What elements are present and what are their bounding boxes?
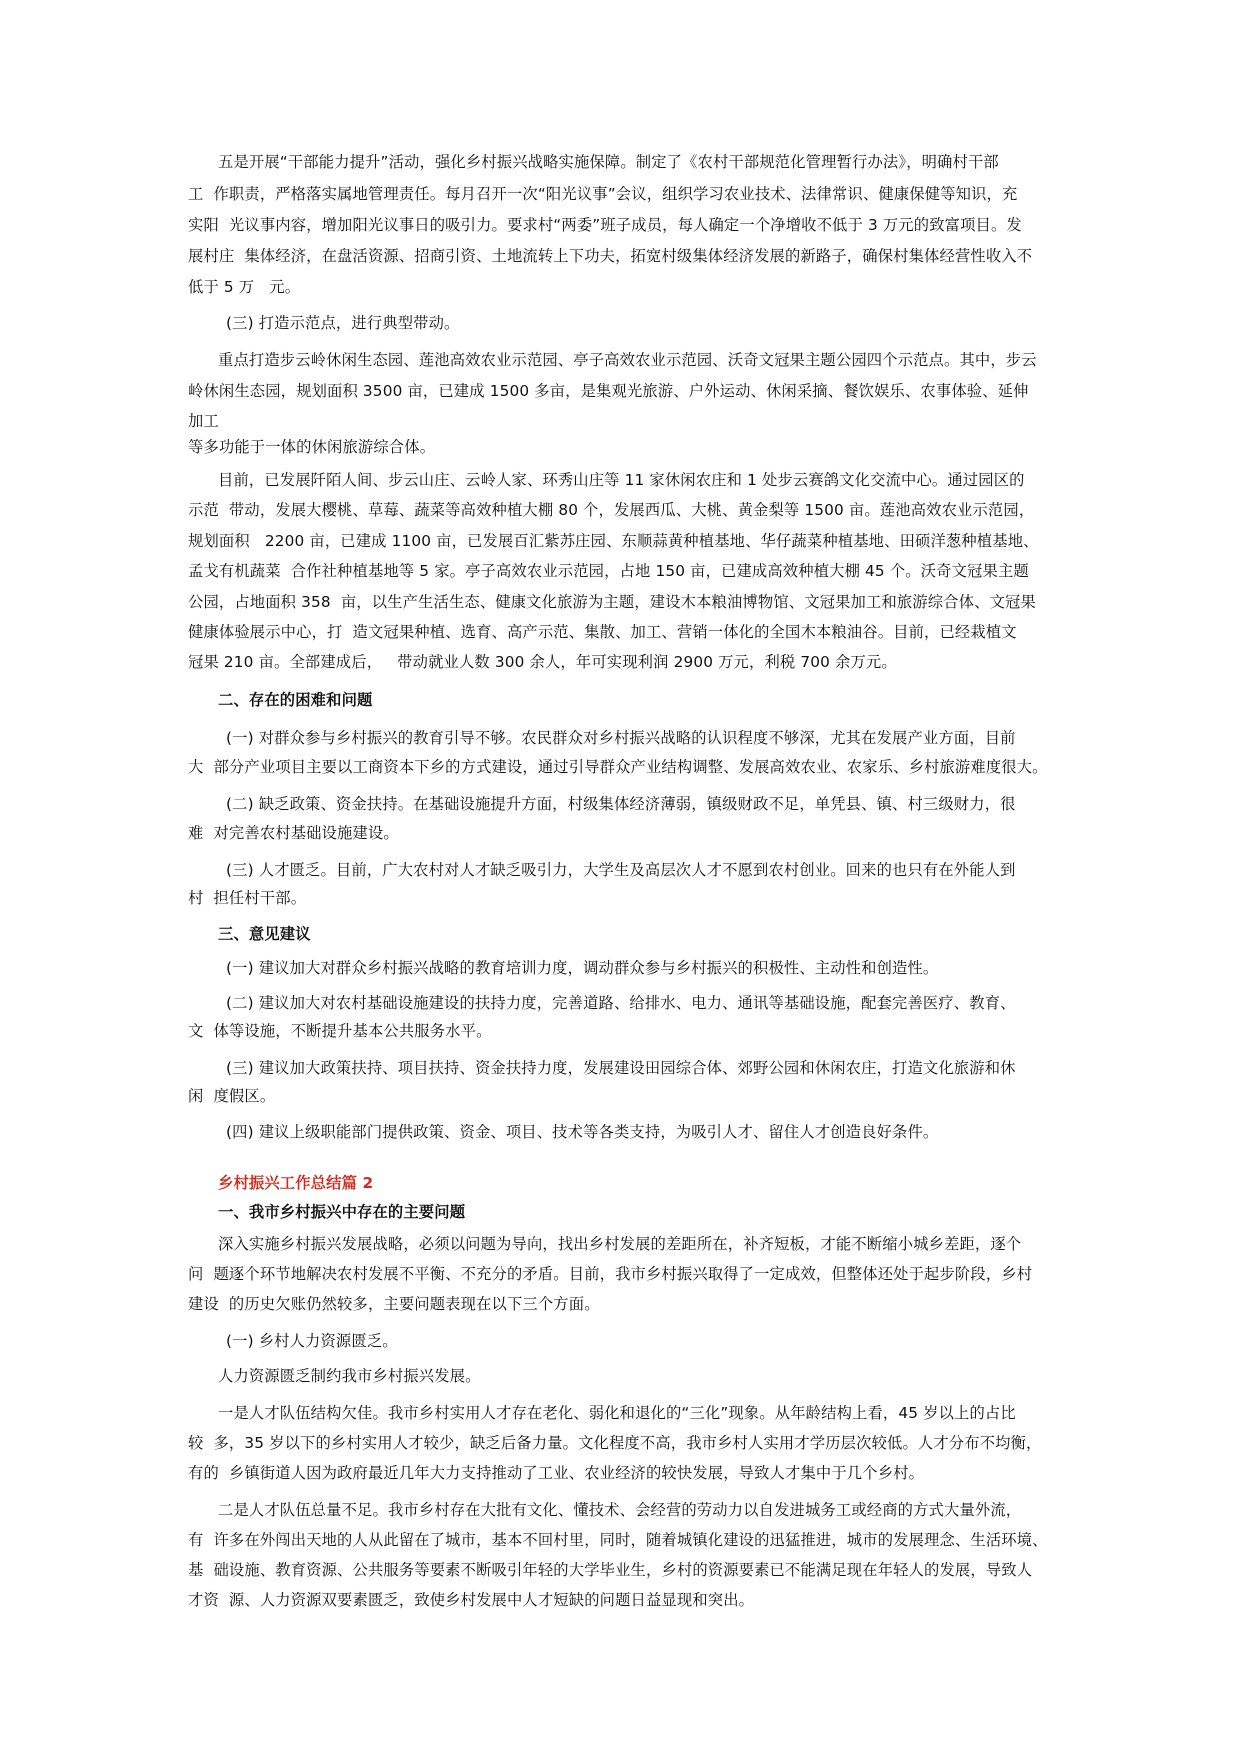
text-line: 才资 源、人力资源双要素匮乏，致使乡村发展中人才短缺的问题日益显现和突出。 — [188, 1591, 755, 1609]
text-line: 工 作职责，严格落实属地管理责任。每月召开一次“阳光议事”会议，组织学习农业技术、法律常识、健康保健等知识，充 — [188, 185, 1018, 203]
text-line: 低于 5 万 元。 — [188, 278, 301, 296]
article-title: 乡村振兴工作总结篇 2 — [218, 1174, 374, 1192]
text-line: 有的 乡镇街道人因为政府最近几年大力支持推动了工业、农业经济的较快发展，导致人才集中于几个乡村。 — [188, 1464, 925, 1482]
text-line: 闲 度假区。 — [188, 1087, 276, 1105]
text-line: 规划面积 2200 亩，已建成 1100 亩，已发展百汇紫苏庄园、东顺蒜黄种植基地、华仔蔬菜种植基地、田硕洋葱种植基地、 — [188, 532, 1039, 550]
text-line: 重点打造步云岭休闲生态园、莲池高效农业示范园、亭子高效农业示范园、沃奇文冠果主题公园四个示范点。其中，步云 — [218, 351, 1037, 369]
section-subheading: (一) 乡村人力资源匮乏。 — [226, 1332, 398, 1350]
text-line: 问 题逐个环节地解决农村发展不平衡、不充分的矛盾。目前，我市乡村振兴取得了一定成效，但整体还处于起步阶段，乡村 — [188, 1265, 1033, 1283]
text-line: 冠果 210 亩。全部建成后， 带动就业人数 300 余人，年可实现利润 2900 万元，利税 700 余万元。 — [188, 653, 897, 671]
text-line: 深入实施乡村振兴发展战略，必须以问题为导向，找出乡村发展的差距所在，补齐短板，才能不断缩小城乡差距，逐个 — [218, 1235, 1022, 1253]
text-line: 村 担任村干部。 — [188, 889, 307, 907]
text-line: 基 础设施、教育资源、公共服务等要素不断吸引年轻的大学毕业生，乡村的资源要素已不能满足现在年轻人的发展，导致人 — [188, 1561, 1033, 1579]
text-line: 公园，占地面积 358 亩，以生产生活生态、健康文化旅游为主题，建设木本粮油博物馆、文冠果加工和旅游综合体、文冠果 — [188, 593, 1036, 611]
text-line: 示范 带动，发展大樱桃、草莓、蔬菜等高效种植大棚 80 个，发展西瓜、大桃、黄金梨等 1500 亩。莲池高效农业示范园， — [188, 501, 1035, 519]
text-line: 目前，已发展阡陌人间、步云山庄、云岭人家、环秀山庄等 11 家休闲农庄和 1 处步云赛鸽文化交流中心。通过园区的 — [218, 471, 1025, 489]
text-line: 文 体等设施，不断提升基本公共服务水平。 — [188, 1022, 492, 1040]
text-line: 建设 的历史欠账仍然较多，主要问题表现在以下三个方面。 — [188, 1295, 600, 1313]
text-line: (二) 建议加大对农村基础设施建设的扶持力度，完善道路、给排水、电力、通讯等基础设施，配套完善医疗、教育、 — [226, 994, 1016, 1012]
text-line: 岭休闲生态园，规划面积 3500 亩，已建成 1500 多亩，是集观光旅游、户外运动、休闲采摘、餐饮娱乐、农事体验、延伸 — [188, 382, 1029, 400]
text-line: 二是人才队伍总量不足。我市乡村存在大批有文化、懂技术、会经营的劳动力以自发进城务工或经商的方式大量外流， — [218, 1501, 1022, 1519]
text-line: 难 对完善农村基础设施建设。 — [188, 824, 399, 842]
text-line: 展村庄 集体经济，在盘活资源、招商引资、土地流转上下功夫，拓宽村级集体经济发展的新路子，确保村集体经营性收入不 — [188, 247, 1033, 265]
text-line: 五是开展“干部能力提升”活动，强化乡村振兴战略实施保障。制定了《农村干部规范化管理暂行办法》，明确村干部 — [218, 153, 999, 171]
text-line: 实阳 光议事内容，增加阳光议事日的吸引力。要求村“两委”班子成员，每人确定一个净增收不低于 3 万元的致富项目。发 — [188, 216, 1022, 234]
text-line: 大 部分产业项目主要以工商资本下乡的方式建设，通过引导群众产业结构调整、发展高效农业、农家乐、乡村旅游难度很大。 — [188, 758, 1048, 776]
text-line: 健康体验展示中心，打 造文冠果种植、选育、高产示范、集散、加工、营销一体化的全国木本粮油谷。目前，已经栽植文 — [188, 623, 1017, 641]
section-heading: 三、意见建议 — [218, 925, 311, 943]
section-heading: 一、我市乡村振兴中存在的主要问题 — [218, 1203, 466, 1221]
text-line: 人力资源匮乏制约我市乡村振兴发展。 — [218, 1367, 481, 1385]
text-line: 加工 — [188, 412, 219, 430]
section-subheading: (三) 打造示范点，进行典型带动。 — [226, 314, 460, 332]
text-line: 等多功能于一体的休闲旅游综合体。 — [188, 438, 436, 456]
text-line: (一) 对群众参与乡村振兴的教育引导不够。农民群众对乡村振兴战略的认识程度不够深，尤其在发展产业方面，目前 — [226, 729, 1016, 747]
text-line: 有 许多在外闯出天地的人从此留在了城市，基本不回村里，同时，随着城镇化建设的迅猛推进，城市的发展理念、生活环境、 — [188, 1531, 1048, 1549]
text-line: (四) 建议上级职能部门提供政策、资金、项目、技术等各类支持，为吸引人才、留住人才创造良好条件。 — [226, 1123, 939, 1141]
section-heading: 二、存在的困难和问题 — [218, 691, 373, 709]
text-line: 较 多，35 岁以下的乡村实用人才较少，缺乏后备力量。文化程度不高，我市乡村人实用才学历层次较低。人才分布不均衡， — [188, 1434, 1042, 1452]
text-line: (一) 建议加大对群众乡村振兴战略的教育培训力度，调动群众参与乡村振兴的积极性、主动性和创造性。 — [226, 959, 939, 977]
text-line: (三) 建议加大政策扶持、项目扶持、资金扶持力度，发展建设田园综合体、郊野公园和休闲农庄，打造文化旅游和休 — [226, 1059, 1016, 1077]
text-line: (三) 人才匮乏。目前，广大农村对人才缺乏吸引力，大学生及高层次人才不愿到农村创业。回来的也只有在外能人到 — [226, 861, 1016, 879]
text-line: (二) 缺乏政策、资金扶持。在基础设施提升方面，村级集体经济薄弱，镇级财政不足，单凭县、镇、村三级财力，很 — [226, 795, 1016, 813]
text-line: 孟戈有机蔬菜 合作社种植基地等 5 家。亭子高效农业示范园，占地 150 亩，已建成高效种植大棚 45 个。沃奇文冠果主题 — [188, 562, 1029, 580]
text-line: 一是人才队伍结构欠佳。我市乡村实用人才存在老化、弱化和退化的“三化”现象。从年龄结构上看，45 岁以上的占比 — [218, 1404, 1016, 1422]
